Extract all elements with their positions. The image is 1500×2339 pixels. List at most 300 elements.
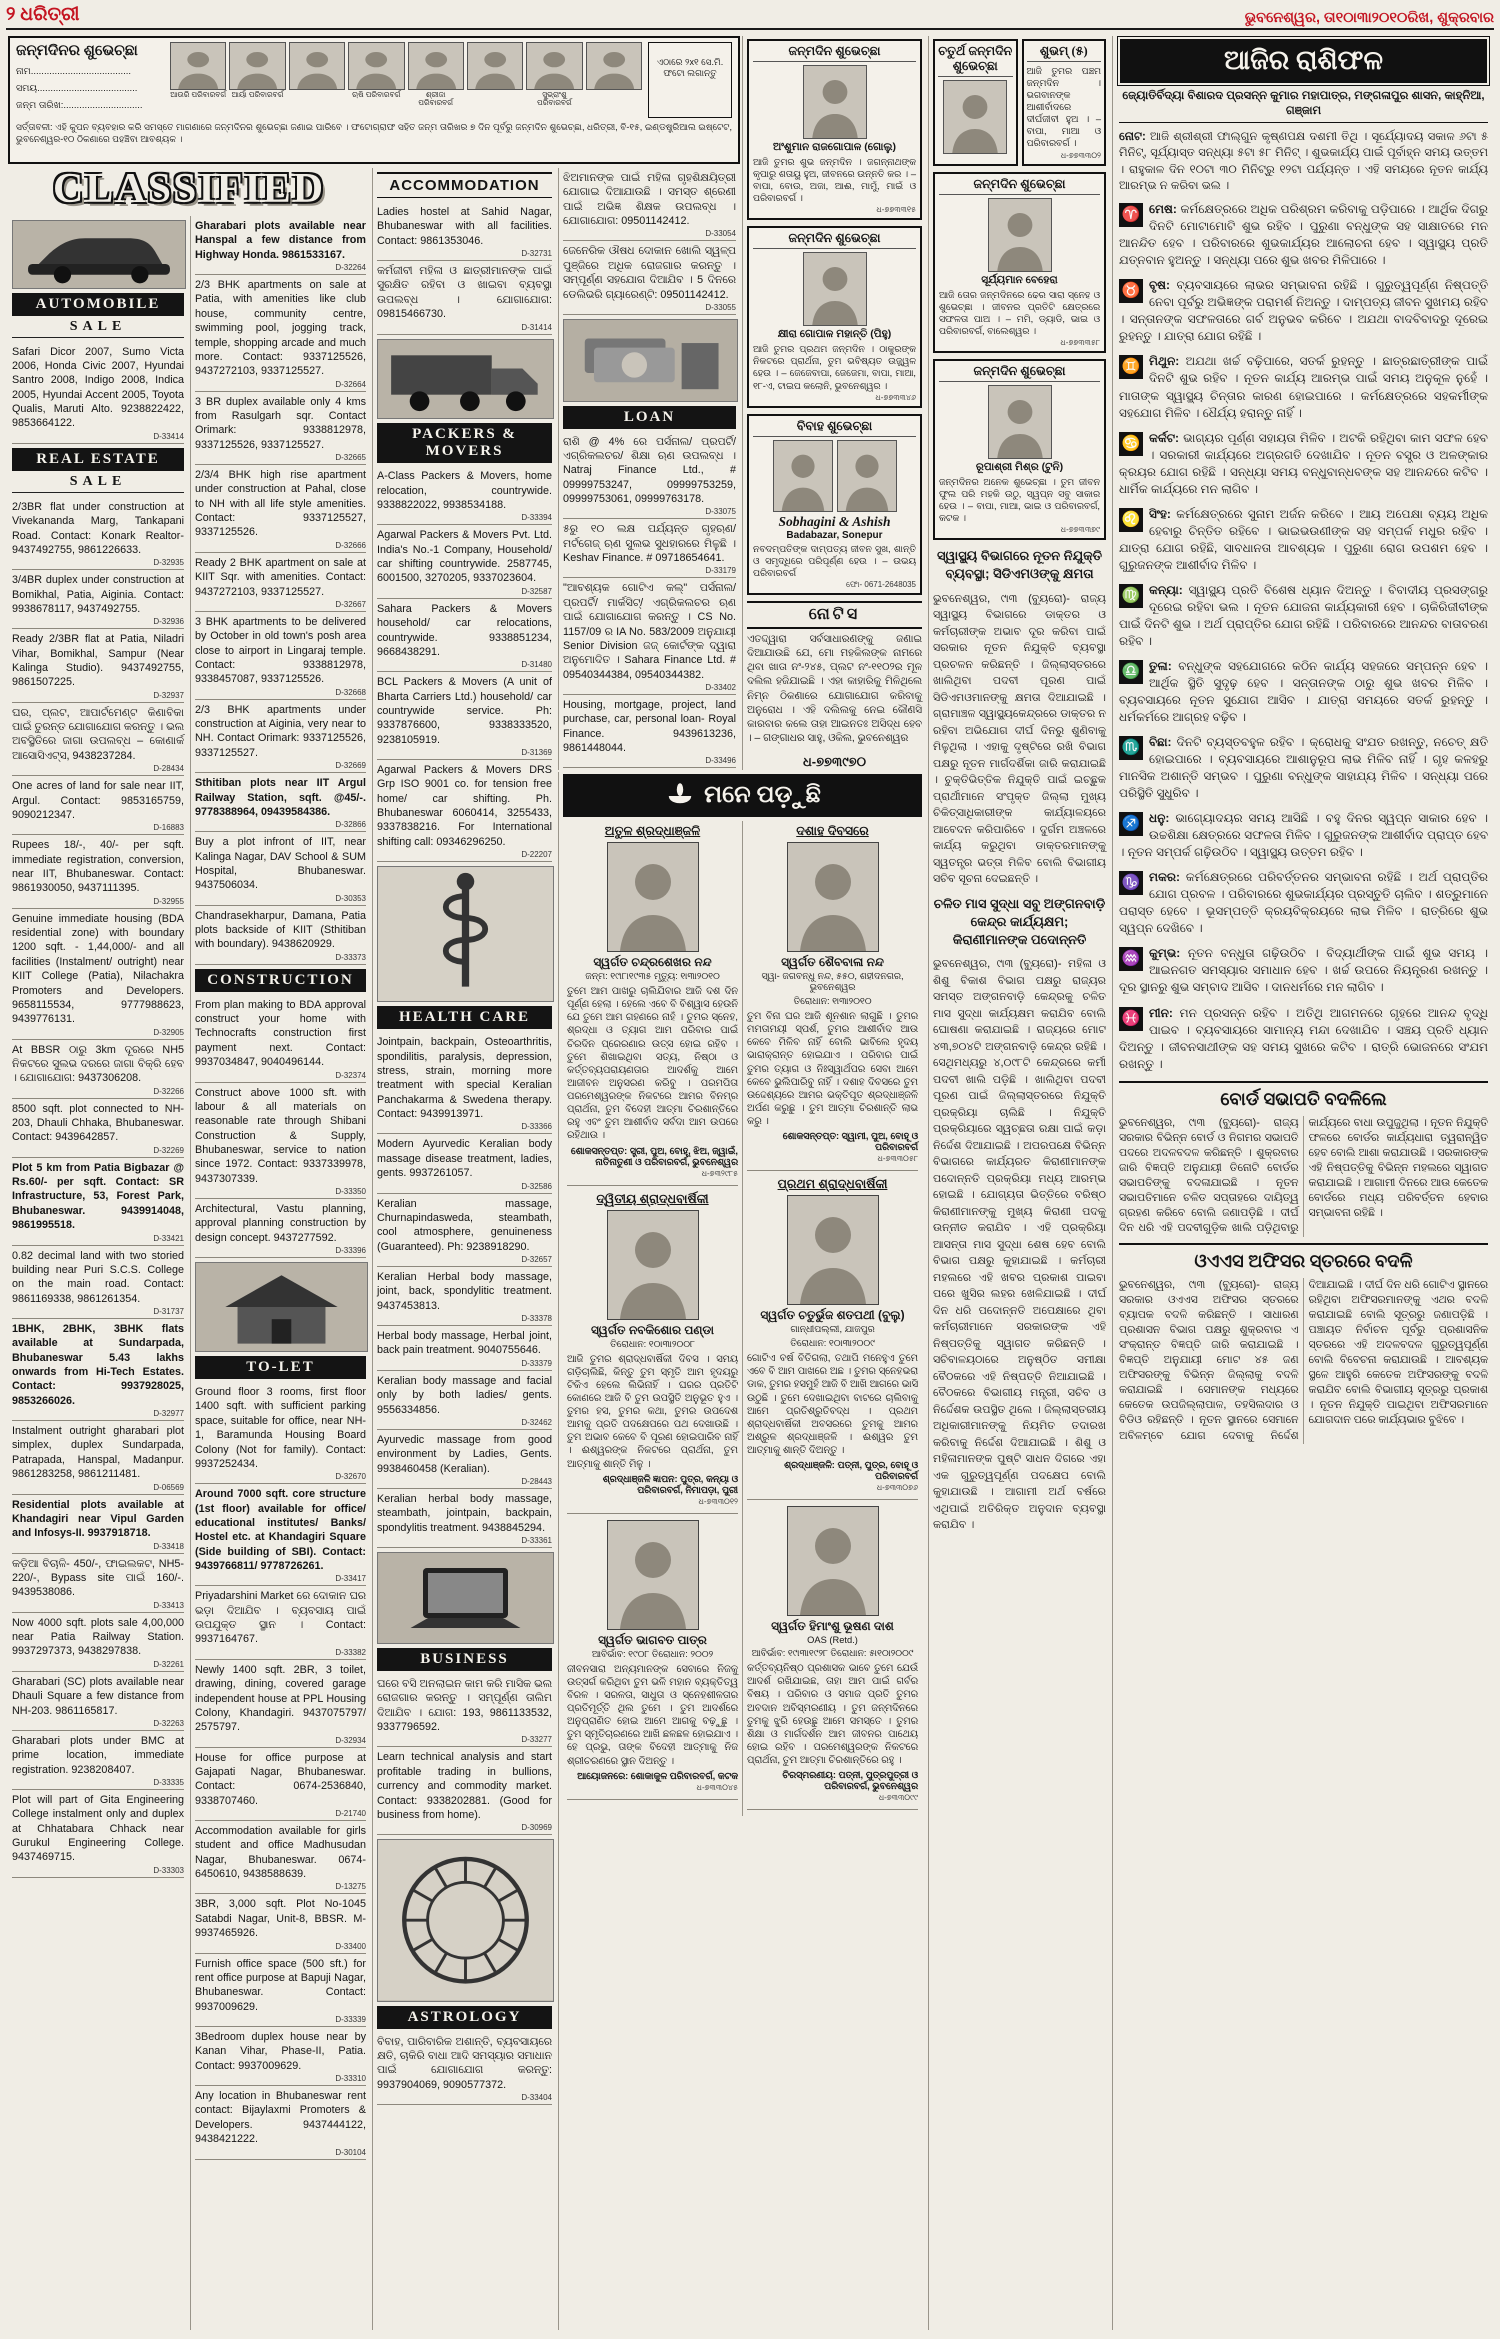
birthday-child-photo: [988, 198, 1052, 272]
deceased-name: ସ୍ୱର୍ଗତ ଶୈବବାଳା ନନ୍ଦ: [781, 955, 884, 969]
classified-ad: [195, 1821, 366, 1894]
greeting-box-right: [1022, 39, 1107, 166]
mourners-line: ଆୟୋଜନରେ: ଶୋକାକୁଳ ପରିବାରବର୍ଗ, କଟକ: [577, 1770, 738, 1781]
ad-text: Around 7000 sqft. core structure (1st floor) available for office/ educational institutes/ Banks/ Hostel etc. at Khandagiri Square (Side building of SBI). Contact: 9439766811/ 9778726261.: [195, 1488, 366, 1573]
ad-id: D-32462: [521, 1417, 552, 1427]
masthead: [6, 4, 1494, 30]
ad-id: D-32266: [153, 1086, 184, 1096]
birthday-child-name: କ୍ଷୀରା ଗୋପାଳ ମହାନ୍ତି (ପିହୁ): [777, 328, 892, 341]
zodiac-icon: ♏: [1119, 736, 1143, 760]
ad-text: 2/3BR flat under construction at Vivekananda Marg, Tankapani Road. Contact: Konark Realtor- 9437492755, 9861226633.: [12, 500, 184, 556]
kid-photo: [229, 42, 285, 90]
zodiac-name: ବିଛା:: [1149, 735, 1177, 750]
deceased-name: ସ୍ୱର୍ଗତ ଭାଗବତ ପାତ୍ର: [598, 1632, 707, 1647]
ad-text: Genuine immediate housing (BDA residential zone) with boundary 1200 sqft. - 1,44,000/- and all facilities (Instalment/ outright) near KIIT College (Patia), Nilachakra Promoters and Developers. 9658115534, 9777988623, 9439776131.: [12, 912, 184, 1026]
greeting-title: ଜନ୍ମଦିନ ଶୁଭେଚ୍ଛା: [939, 177, 1100, 195]
classified-ad: [195, 1894, 366, 1953]
notice-heading: ନୋଟିସ: [747, 601, 922, 629]
zodiac-entry: ♊ ମିଥୁନ: ଅଯଥା ଖର୍ଚ୍ଚ ବଢ଼ିପାରେ, ସତର୍କ ରୁହନ୍ତୁ । ଛାତ୍ରଛାତ୍ରୀଙ୍କ ପାଇଁ ଦିନଟି ଶୁଭ ରହିବ । ନୂତନ କାର୍ଯ୍ୟ ଆରମ୍ଭ ପାଇଁ ସମୟ ଅନୁକୂଳ ନୁହେଁ । ମାତାଙ୍କ ସ୍ୱାସ୍ଥ୍ୟ ଚିନ୍ତାର କାରଣ ହୋଇପାରେ । କର୍ମକ୍ଷେତ୍ରରେ ସହକର୍ମୀଙ୍କ ସହଯୋଗ ମିଳିବ । ଧୈର୍ଯ୍ୟ ହରାନ୍ତୁ ନାହିଁ ।: [1119, 354, 1488, 420]
mourners-line: ଚିରସ୍ମରଣୀୟ: ପତ୍ନୀ, ପୁତ୍ରପୁତ୍ରୀ ଓ ପରିବାରବର୍ଗ, ଭୁବନେଶ୍ୱର: [782, 1770, 918, 1792]
ad-id: D-33339: [335, 2015, 366, 2024]
ad-id: D-32977: [153, 1409, 184, 1419]
birthday-child-photo: [943, 80, 1007, 154]
greeting-message: ଆଜି ତୁମର ପ୍ରଥମ ଜନ୍ମଦିନ । ଠାକୁରଙ୍କ ନିକଟରେ ପ୍ରାର୍ଥନା, ତୁମ ଭବିଷ୍ୟତ ଉଜ୍ଜ୍ୱଳ ହେଉ । – ଜେଜେବାପା, ଜେଜେମା, ବାପା, ମାଆ, ୧୮-ଏ, ଟାଇପ କଲୋନି, ଭୁବନେଶ୍ୱର ।: [753, 344, 916, 391]
classified-ad: [195, 216, 366, 275]
news-headline: ଓଏଏସ ଅଫିସର ସ୍ତରରେ ବଦଳି: [1119, 1243, 1488, 1275]
section-block: [377, 866, 552, 1029]
classified-column-3: [372, 168, 556, 2330]
zodiac-name: କର୍କଟ:: [1149, 430, 1184, 445]
ad-id: D-32263: [153, 1718, 184, 1728]
classified-ad: [12, 1790, 184, 1878]
zodiac-entry: ♑ ମକର: କର୍ମକ୍ଷେତ୍ରରେ ପରିବର୍ତ୍ତନର ସମ୍ଭାବନା ରହିଛି । ଅର୍ଥ ପ୍ରାପ୍ତିର ଯୋଗ ପ୍ରବଳ । ପରିବାରରେ ଶୁଭକାର୍ଯ୍ୟର ପ୍ରସ୍ତୁତି ଚାଲିବ । ଶତ୍ରୁମାନେ ପରାସ୍ତ ହେବେ । ଭୂସମ୍ପତ୍ତି କ୍ରୟବିକ୍ରୟରେ ଲାଭ ମିଳିବ । ରାତ୍ରିରେ ଶୁଭ ସ୍ୱପ୍ନ ଦେଖିବେ ।: [1119, 870, 1488, 936]
coupon-kid-cell: [408, 42, 464, 118]
zodiac-name: ବୃଷ:: [1149, 278, 1177, 293]
ad-id: D-33379: [521, 1358, 552, 1368]
wedding-greeting-box: [747, 414, 922, 595]
greeting-message: ଆଜି ତୋର ଜନ୍ମଦିନରେ ଢେର ସାରା ସ୍ନେହ ଓ ଶୁଭେଚ୍ଛା । ଜୀବନର ପ୍ରତିଟି କ୍ଷେତ୍ରରେ ସଫଳତା ପାଅ । – ମମି, ଡ୍ୟାଡି, ଭାଇ ଓ ପରିବାରବର୍ଗ, ବାଲେଶ୍ୱର ।: [939, 289, 1100, 336]
zodiac-entry: ♏ ବିଛା: ଦିନଟି ବ୍ୟସ୍ତବହୁଳ ରହିବ । କ୍ରୋଧକୁ ସଂଯତ ରଖନ୍ତୁ, ନଚେତ୍ କ୍ଷତି ହୋଇପାରେ । ବ୍ୟବସାୟରେ ଆଶାନୁରୂପ ଲାଭ ମିଳିବ ନାହିଁ । ଗୃହ କଳହରୁ ମାନସିକ ଅଶାନ୍ତି ସମ୍ଭବ । ପୁରୁଣା ବନ୍ଧୁଙ୍କ ସାହାଯ୍ୟ ମିଳିବ । ସନ୍ଧ୍ୟା ପରେ ପରିସ୍ଥିତି ସୁଧୁରିବ ।: [1119, 735, 1489, 801]
tribute-text: ତୁମ ବିନା ଘର ଆଜି ଶୂନଶାନ ଲାଗୁଛି । ତୁମର ମମତାମୟୀ ସ୍ପର୍ଶ, ତୁମର ଆଶୀର୍ବାଦ ଆଉ କେବେ ମିଳିବ ନାହିଁ ବୋଲି ଭାବିଲେ ହୃଦୟ ଭାରାକ୍ରାନ୍ତ ହୋଇଯାଏ । ପରିବାର ପାଇଁ ତୁମର ତ୍ୟାଗ ଓ ନିଃସ୍ୱାର୍ଥପର ସେବା ଆମେ କେବେ ଭୁଲିପାରିବୁ ନାହିଁ । ଦଶାହ ଦିବସରେ ତୁମ ଉଦ୍ଦେଶ୍ୟରେ ଆମର ଭକ୍ତିପୂତ ଶ୍ରଦ୍ଧାଞ୍ଜଳି ଅର୍ପଣ କରୁଛୁ । ତୁମ ଆତ୍ମା ଚିରଶାନ୍ତି ଲାଭ କରୁ ।: [747, 1011, 918, 1127]
ad-text: କଡ଼ିଆ ବିଚାଳି- 450/-, ଫାଇଲକଟ, NH5- 220/-, Bypass site ପାଇଁ 160/-. 9439538086.: [12, 1557, 184, 1599]
coupon-kid-cell: [467, 42, 523, 118]
coupon-title: ଜନ୍ମଦିନର ଶୁଭେଚ୍ଛା: [16, 43, 138, 59]
obituary-entry: [747, 824, 918, 1171]
coupon-time-field: ସମୟ......................................: [16, 83, 138, 94]
ad-text: Modern Ayurvedic Keralian body massage disease treatment, ladies, gents. 9937261057.: [377, 1138, 552, 1180]
ad-text: Keralian massage, Churnapindasweda, steambath, cool atmosphere, genuineness (Guaranteed). Ph: 9238918290.: [377, 1197, 552, 1253]
classified-ad: [12, 1495, 184, 1554]
section-banner: ASTROLOGY: [377, 2006, 552, 2029]
zodiac-entry: ♌ ସିଂହ: କର୍ମକ୍ଷେତ୍ରରେ ସୁନାମ ଅର୍ଜନ କରିବେ । ଆୟ ଅପେକ୍ଷା ବ୍ୟୟ ଅଧିକ ହେବାରୁ ଚିନ୍ତିତ ରହିବେ । ଭାଇଭଉଣୀଙ୍କ ସହ ସମ୍ପର୍କ ମଧୁର ରହିବ । ଯାତ୍ରା ଯୋଗ ରହିଛି, ସାବଧାନତା ଆବଶ୍ୟକ । ପୁରୁଣା ରୋଗ ଉପଶମ ହେବ । ଗୁରୁଜନଙ୍କ ଆଶୀର୍ବାଦ ମିଳିବ ।: [1119, 506, 1489, 572]
classified-ad: [377, 202, 552, 261]
classified-ad: [12, 1099, 184, 1158]
ad-id: D-33404: [521, 2093, 552, 2103]
kid-family-label: ଋଷି ପରିବାରବର୍ଗ: [352, 90, 401, 99]
classified-ad: [12, 1158, 184, 1246]
ad-text: Priyadarshini Market ରେ ଦୋକାନ ଘର ଭଡ଼ା ଦିଆଯିବ । ବ୍ୟବସାୟ ପାଇଁ ଉପଯୁକ୍ତ ସ୍ଥାନ । Contact: 9937164767.: [195, 1590, 366, 1646]
ad-id: D-32936: [153, 617, 184, 627]
classified-ad: [12, 1246, 184, 1319]
classified-ad: [195, 392, 366, 465]
ad-id: D-28434: [153, 764, 184, 774]
ad-id: D-32866: [335, 820, 366, 830]
ad-id: D-06569: [153, 1482, 184, 1492]
obituary-entry: [747, 1177, 918, 1500]
news-body: ଭୁବନେଶ୍ୱର, ୯ା୩ (ବ୍ୟୁରୋ)- ରାଜ୍ୟ ସରକାର ଓଏଏସ ଅଫିସର ସ୍ତରରେ ବ୍ୟାପକ ବଦଳି କରିଛନ୍ତି । ସାଧାରଣ ପ୍ରଶାସନ ବିଭାଗ ପକ୍ଷରୁ ଶୁକ୍ରବାର ଏ ସଂକ୍ରାନ୍ତ ବିଜ୍ଞପ୍ତି ଜାରି କରାଯାଇଛି । ବିଜ୍ଞପ୍ତି ଅନୁଯାୟୀ ମୋଟ ୪୫ ଜଣ ଅଫିସରଙ୍କୁ ବିଭିନ୍ନ ଜିଲ୍ଲାକୁ ବଦଳି କରାଯାଇଛି । ସେମାନଙ୍କ ମଧ୍ୟରେ କେତେକ ଉପଜିଲ୍ଲାପାଳ, ତହସିଲଦାର ଓ ବିଡିଓ ରହିଛନ୍ତି । ନୂତନ ସ୍ଥାନରେ ସେମାନେ ଅବିଳମ୍ବେ ଯୋଗ ଦେବାକୁ ନିର୍ଦ୍ଦେଶ ଦିଆଯାଇଛି । ଦୀର୍ଘ ଦିନ ଧରି ଗୋଟିଏ ସ୍ଥାନରେ ରହିଥିବା ଅଫିସରମାନଙ୍କୁ ଏଥର ବଦଳି କରାଯାଇଛି ବୋଲି ସୂତ୍ରରୁ ଜଣାପଡ଼ିଛି । ପଞ୍ଚାୟତ ନିର୍ବାଚନ ପୂର୍ବରୁ ପ୍ରଶାସନିକ ସ୍ତରରେ ଏହି ଅଦଳବଦଳ ଗୁରୁତ୍ୱପୂର୍ଣ୍ଣ ବୋଲି ବିବେଚନା କରାଯାଉଛି । ଆବଶ୍ୟକ ସ୍ଥଳେ ଆହୁରି କେତେକ ଅଫିସରଙ୍କୁ ବଦଳି କରାଯିବ ବୋଲି ବିଭାଗୀୟ ସୂତ୍ରରୁ ପ୍ରକାଶ । ନୂତନ ନିଯୁକ୍ତି ପାଇଥିବା ଅଫିସରମାନେ ଯୋଗଦାନ ପରେ କାର୍ଯ୍ୟଭାର ବୁଝିବେ ।: [1119, 1278, 1488, 1442]
money-photo: [563, 319, 738, 402]
classified-ad: [563, 432, 736, 520]
greeting-id: ଧ-୭୩୩୦୧୨: [698, 1496, 738, 1506]
birthday-child-name: ସୂର୍ଯ୍ୟମାନ ବେହେରା: [981, 273, 1058, 286]
mourners-line: ଶୋକସନ୍ତପ୍ତ: ସ୍ୱାମୀ, ପୁଅ, ବୋହୂ ଓ ପରିବାରବର୍ଗ: [782, 1131, 918, 1153]
ad-id: D-33277: [521, 1735, 552, 1745]
zodiac-photo: [377, 1839, 554, 2001]
ad-id: D-31369: [521, 748, 552, 758]
birthday-greeting-box: [933, 172, 1106, 353]
greeting-id: ଧ-୭୩୩୦୯୯: [878, 1793, 918, 1803]
tribute-text: ତୁମେ ଆମ ପାଖରୁ ଚାଲିଯିବାର ଆଜି ଦଶ ଦିନ ପୂର୍ଣ୍ଣ ହେଲା । ହେଲେ ଏବେ ବି ବିଶ୍ୱାସ ହେଉନି ଯେ ତୁମେ ଆମ ଗହଣରେ ନାହଁ । ତୁମର ସ୍ନେହ, ଶ୍ରଦ୍ଧା ଓ ତ୍ୟାଗ ଆମ ପରିବାର ପାଇଁ ଚିରଦିନ ପ୍ରେରଣାର ଉତ୍ସ ହୋଇ ରହିବ । ତୁମେ ଶିଖାଇଥିବା ସତ୍ୟ, ନିଷ୍ଠା ଓ କର୍ତ୍ତବ୍ୟପରାୟଣତାର ଆଦର୍ଶକୁ ଆମେ ଆଜୀବନ ଅନୁସରଣ କରିବୁ । ପରମପିତା ପରମେଶ୍ୱରଙ୍କ ନିକଟରେ ଆମର ବିନମ୍ର ପ୍ରାର୍ଥନା, ତୁମ ବିଦେହୀ ଆତ୍ମା ଚିରଶାନ୍ତିରେ ରହୁ ଏବଂ ତୁମ ଆଶୀର୍ବାଦ ସର୍ବଦା ଆମ ଉପରେ ରହିଥାଉ ।: [567, 986, 738, 1142]
ad-id: D-33418: [153, 1541, 184, 1551]
coupon-kid-cell: [348, 42, 404, 118]
deceased-name: ସ୍ୱର୍ଗତ ଚତୁର୍ଭୁଜ ଶତପଥୀ (ବୁଲୁ): [760, 1308, 905, 1323]
classified-column-4: [558, 168, 740, 770]
ad-id: D-33361: [521, 1536, 552, 1546]
ad-id: D-13275: [335, 1882, 366, 1892]
couple-names: Sobhagini & Ashish: [778, 513, 891, 529]
ad-id: D-33303: [153, 1865, 184, 1875]
zodiac-entry: ♉ ବୃଷ: ବ୍ୟବସାୟରେ ଲାଭର ସମ୍ଭାବନା ରହିଛି । ଗୁରୁତ୍ୱପୂର୍ଣ୍ଣ ନିଷ୍ପତ୍ତି ନେବା ପୂର୍ବରୁ ଅଭିଜ୍ଞଙ୍କ ପରାମର୍ଶ ନିଅନ୍ତୁ । ଦାମ୍ପତ୍ୟ ଜୀବନ ସୁଖମୟ ରହିବ । ସନ୍ତାନଙ୍କ ସଫଳତାରେ ଗର୍ବ ଅନୁଭବ କରିବେ । ଅଯଥା ବାଦବିବାଦରୁ ଦୂରେଇ ରୁହନ୍ତୁ । ଯାତ୍ରା ଯୋଗ ରହିଛି ।: [1119, 278, 1488, 344]
zodiac-name: ସିଂହ:: [1149, 506, 1177, 521]
classified-ad: [12, 703, 184, 776]
kid-family-label: ସୁଭ୍ରାଂଶୁ ପରିବାରବର୍ଗ: [537, 90, 572, 108]
twin-greeting-boxes: [933, 39, 1106, 166]
zodiac-name: କୁମ୍ଭ:: [1149, 946, 1188, 961]
classified-ad: [563, 168, 736, 241]
groom-photo: [837, 440, 897, 512]
classified-ad: [377, 1326, 552, 1371]
ad-id: D-32905: [153, 1027, 184, 1037]
ad-id: D-32670: [335, 1472, 366, 1482]
ad-id: D-30969: [521, 1823, 552, 1833]
zodiac-name: ମକର:: [1149, 870, 1186, 885]
section-block: [195, 1262, 366, 1379]
ad-text: One acres of land for sale near IIT, Argul. Contact: 9853165759, 9090212347.: [12, 780, 184, 821]
remembrance-title: ମନେ ପଡ଼ୁଛି: [704, 782, 821, 808]
remembrance-column: [742, 821, 922, 1816]
ad-id: D-32668: [335, 687, 366, 697]
ad-text: Ladies hostel at Sahid Nagar, Bhubaneswar with all facilities. Contact: 9861353046.: [377, 206, 552, 247]
section-banner: CONSTRUCTION: [195, 969, 366, 992]
ad-id: D-33310: [335, 2074, 366, 2084]
classified-ad: [195, 700, 366, 773]
birthday-greeting-box: [747, 39, 922, 220]
classified-ad: [12, 776, 184, 835]
classified-ad: [12, 629, 184, 702]
ad-id: D-33496: [705, 756, 736, 766]
classified-logo: [8, 166, 370, 212]
ad-text: Gharabari plots under BMC at prime location, immediate registration. 9238208407.: [12, 1734, 184, 1776]
greeting-id: ଧ-୭୩୨୯୮୫: [701, 1168, 738, 1178]
ad-text: 2/3/4 BHK high rise apartment under construction at Pahal, close to NH with all life style amenities. Contact: 9337125527, 9337125526.: [195, 469, 366, 539]
classified-ad: [12, 1040, 184, 1099]
classified-ad: [195, 1484, 366, 1586]
ad-text: ଘରେ ବସି ଅନଲାଇନ କାମ କରି ମାସିକ ଭଲ ରୋଜଗାର କରନ୍ତୁ । ସମ୍ପୂର୍ଣ୍ଣ ତାଲିମ ଦିଆଯିବ । ଯୋଗ: 193, 9861133532, 9337796592.: [377, 1678, 552, 1734]
zodiac-entry: ♐ ଧନୁ: ଭାଗ୍ୟୋଦୟର ସମୟ ଆସିଛି । ବହୁ ଦିନର ସ୍ୱପ୍ନ ସାକାର ହେବ । ଉଚ୍ଚଶିକ୍ଷା କ୍ଷେତ୍ରରେ ସଫଳତା ମିଳିବ । ଗୁରୁଜନଙ୍କ ଆଶୀର୍ବାଦ ପ୍ରାପ୍ତ ହେବ । ନୂତନ ସମ୍ପର୍କ ଗଢ଼ିଉଠିବ । ସ୍ୱାସ୍ଥ୍ୟ ଉତ୍ତମ ରହିବ ।: [1119, 811, 1488, 860]
classified-ad: [195, 553, 366, 612]
ad-id: D-32667: [335, 599, 366, 609]
zodiac-icon: ♐: [1119, 812, 1143, 836]
ad-text: Housing, mortgage, project, land purchase, car, personal loan- Royal Finance. 9439613236, 9861448044.: [563, 698, 736, 755]
mourners-line: ଶ୍ରଦ୍ଧାଞ୍ଜଳି: ପତ୍ନୀ, ପୁତ୍ର, ବୋହୂ ଓ ପରିବାରବର୍ଗ: [784, 1460, 918, 1482]
caduceus-photo: [377, 866, 554, 1002]
ad-id: D-33378: [521, 1314, 552, 1324]
kid-photo: [348, 42, 404, 90]
ad-text: 3BR, 3,000 sqft. Plot No-1045 Satabdi Nagar, Unit-8, BBSR. M-9937465926.: [195, 1898, 366, 1940]
ad-text: Construct above 1000 sft. with labour & all materials on reasonable rate through Shibani Construction & Supply, Bhubaneswar, service to nation since 1972. Contact: 9337339978, 9437307339.: [195, 1086, 366, 1185]
ad-text: Keralian body massage and facial only by both ladies/ gents. 9556334856.: [377, 1374, 552, 1416]
ad-text: Plot 5 km from Patia Bigbazar @ Rs.60/- per sqft. Contact: SR Infrastructure, 53, Forest Park, Bhubaneswar. 9439914048, 9861995518.: [12, 1161, 184, 1232]
deceased-photo: [607, 1520, 699, 1630]
birthday-child-photo: [988, 385, 1052, 459]
deceased-dates: ଆବିର୍ଭାବ: ୧୯ା୩ା୧୯୨୮ ତିରୋଧାନ: ୫ା୧୦ା୨୦୦୯: [751, 1648, 914, 1659]
classified-ad: [563, 695, 736, 768]
section-block: [377, 1552, 552, 1671]
kid-photo: [170, 42, 226, 90]
ad-text: "ଆବଶ୍ୟକ ଗୋଟିଏ କଲ୍" ପର୍ସନାଲ/ ପ୍ରପର୍ଟି/ ମାର୍କସିଟ୍/ ଏଗ୍ରିକଲଚର ଋଣ ପାଇଁ ଯୋଗାଯୋଗ କରନ୍ତୁ । CS No. 1157/09 ର IA No. 583/2009 ଅନୁଯାୟୀ Senior Division ଜଜ୍ କୋର୍ଟଙ୍କ ଦ୍ୱାରା ଅନୁମୋଦିତ । Sahara Finance Ltd. # 09540344384, 09540344382.: [563, 582, 736, 681]
ad-id: D-30104: [335, 2147, 366, 2157]
ad-id: D-33400: [335, 1941, 366, 1951]
classified-ad: [377, 1489, 552, 1548]
ad-id: D-28443: [521, 1476, 552, 1486]
kid-family-label: ଆଉରି ପରିବାରବର୍ଗ: [170, 90, 227, 99]
zodiac-name: ମିଥୁନ:: [1149, 354, 1186, 369]
obituary-entry: [747, 1506, 918, 1810]
ad-text: At BBSR ଠାରୁ 3km ଦୂରରେ NH5 ନିକଟରେ ସୁଲଭ ଦରରେ ଜାଗା ବିକ୍ରି ହେବ । ଯୋଗାଯୋଗ: 9437306208.: [12, 1043, 184, 1085]
ad-text: Gharabari plots available near Hanspal a few distance from Highway Honda. 9861533167.: [195, 220, 366, 261]
ad-id: D-33402: [705, 682, 736, 692]
greeting-id: ଧ-୭୩୩୦୭୬: [876, 1483, 918, 1493]
ad-text: ରାଶି @ 4% ରେ ପର୍ସନାଲ/ ପ୍ରପର୍ଟି/ ଏଗ୍ରିକଲଚର/ ଶିକ୍ଷା ଋଣ ଉପଲବ୍ଧ । Natraj Finance Ltd., # 09999753247, 09999753259, 09999753061, 09999763178.: [563, 435, 736, 506]
classified-ad: [563, 241, 736, 314]
ad-text: Agarwal Packers & Movers DRS Grp ISO 9001 co. for tension free home/ car shifting. Ph. Bhubaneswar 6060414, 3255433, 9337838216. For International shifting call: 09346296250.: [377, 764, 552, 848]
ad-id: D-33350: [335, 1187, 366, 1197]
deceased-photo: [607, 842, 699, 952]
deceased-subtitle: ସ୍ୱା- ଜଗବନ୍ଧୁ ନନ୍ଦ, ୫୫୦, ଶହୀଦନଗର, ଭୁବନେଶ୍ୱର: [761, 971, 904, 992]
kid-family-label: ଶ୍ରୀଜା ପରିବାରବର୍ଗ: [418, 90, 454, 108]
horoscope-title: ଆଜିର ରାଶିଫଳ: [1120, 39, 1487, 83]
classified-ad: [12, 570, 184, 629]
ad-id: D-33335: [153, 1777, 184, 1787]
zodiac-icon: ♒: [1119, 947, 1143, 971]
greeting-box-left: [933, 39, 1018, 166]
classified-ad: [195, 1586, 366, 1659]
horoscope-note-label: ନୋଟ:: [1119, 130, 1150, 143]
deceased-subtitle: ଗାନ୍ଧୀପଲ୍ଲୀ, ଯାଜପୁର: [790, 1324, 875, 1335]
coupon-fields: [16, 42, 164, 118]
greetings-column: [742, 36, 926, 770]
zodiac-entry: ♓ ମୀନ: ମନ ପ୍ରସନ୍ନ ରହିବ । ଅତିଥି ଆଗମନରେ ଗୃହରେ ଆନନ୍ଦ ବୃଦ୍ଧି ପାଇବ । ବ୍ୟବସାୟରେ ସାମାନ୍ୟ ମନ୍ଦା ଦେଖାଯିବ । ସଞ୍ଚୟ ପ୍ରତି ଧ୍ୟାନ ଦିଅନ୍ତୁ । ଜୀବନସାଥୀଙ୍କ ସହ ସମୟ ସୁଖରେ କଟିବ । ରାତ୍ରି ଭୋଜନରେ ସଂଯମ ରଖନ୍ତୁ ।: [1119, 1005, 1488, 1071]
classified-ad: [12, 1613, 184, 1672]
ad-id: D-32587: [521, 586, 552, 596]
zodiac-icon: ♌: [1119, 508, 1143, 532]
mourners-line: ଶୋକସନ୍ତପ୍ତ: ସ୍ତ୍ରୀ, ପୁଅ, ବୋହୂ, ଝିଅ, ଜ୍ୱାଇଁ, ନାତିନାତୁଣୀ ଓ ପରିବାରବର୍ଗ, ଭୁବନେଶ୍ୱର: [570, 1145, 738, 1167]
zodiac-icon: ♉: [1119, 279, 1143, 303]
ad-id: D-33413: [153, 1600, 184, 1610]
kid-family-label: ଆର୍ୟା ପରିବାରବର୍ଗ: [231, 90, 284, 99]
classified-ad: [195, 1954, 366, 2027]
article-subheadline: ସ୍ୱାସ୍ଥ୍ୟ ବିଭାଗରେ ନୂତନ ନିଯୁକ୍ତି ବ୍ୟବସ୍ଥା; ସିଡିଏମଓଙ୍କୁ କ୍ଷମତା: [936, 548, 1103, 582]
horoscope-column: [1112, 36, 1494, 2330]
masthead-page-number: ୨ ଧରିତ୍ରୀ: [6, 4, 80, 25]
ad-text: Sahara Packers & Movers household/ car relocations, countrywide. 9338851234, 9668438291.: [377, 602, 552, 658]
kid-photo: [467, 42, 523, 90]
section-heading: ACCOMMODATION: [377, 172, 552, 198]
classified-ad: [377, 672, 552, 760]
obituary-entry: [567, 1192, 738, 1514]
classified-ad: [195, 906, 366, 965]
section-banner: BUSINESS: [377, 1648, 552, 1671]
classified-ad: [195, 773, 366, 832]
astrologer-byline: ଜ୍ୟୋତିର୍ବିଦ୍ୟା ବିଶାରଦ ପ୍ରସନ୍ନ କୁମାର ମହାପାତ୍ର, ମଙ୍ଗଳାପୁର ଶାସନ, କାହ୍ନିଆ, ଗଞ୍ଜାମ: [1119, 89, 1488, 123]
remembrance-section: [558, 772, 926, 2330]
laptop-photo: [377, 1552, 554, 1644]
zodiac-name: ଧନୁ:: [1149, 811, 1176, 826]
classified-ad: [377, 261, 552, 334]
deceased-photo: [787, 842, 879, 952]
greeting-id: ଧ-୭୭୩୩୫୮: [1060, 337, 1100, 347]
classified-ad: [12, 1672, 184, 1731]
classified-ad: [195, 1748, 366, 1821]
ad-text: Sthitiban plots near IIT Argul Railway Station, sqft. @45/-. 9778388964, 09439584386.: [195, 777, 366, 818]
truck-photo: [377, 339, 554, 420]
greeting-title: ଜନ୍ମଦିନ ଶୁଭେଚ୍ଛା: [753, 231, 916, 249]
article-paragraph: ଭୁବନେଶ୍ୱର, ୯ା୩ (ବ୍ୟୁରୋ)- ରାଜ୍ୟ ସ୍ୱାସ୍ଥ୍ୟ ବିଭାଗରେ ଡାକ୍ତର ଓ କର୍ମଚାରୀଙ୍କ ଅଭାବ ଦୂର କରିବା ପାଇଁ ସରକାର ନୂତନ ନିଯୁକ୍ତି ବ୍ୟବସ୍ଥା ପ୍ରଚଳନ କରିଛନ୍ତି । ଜିଲ୍ଲାସ୍ତରରେ ଖାଲିଥିବା ପଦବୀ ପୂରଣ ପାଇଁ ସିଡିଏମଓମାନଙ୍କୁ କ୍ଷମତା ଦିଆଯାଇଛି । ଗ୍ରାମାଞ୍ଚଳ ସ୍ୱାସ୍ଥ୍ୟକେନ୍ଦ୍ରରେ ଡାକ୍ତର ନ ରହିବା ଅଭିଯୋଗ ଦୀର୍ଘ ଦିନରୁ ଶୁଣିବାକୁ ମିଳୁଥିଲା । ଏହାକୁ ଦୃଷ୍ଟିରେ ରଖି ବିଭାଗ ପକ୍ଷରୁ ନୂତନ ମାର୍ଗଦର୍ଶିକା ଜାରି କରାଯାଇଛି । ଚୁକ୍ତିଭିତ୍ତିକ ନିଯୁକ୍ତି ପାଇଁ ଇଚ୍ଛୁକ ପ୍ରାର୍ଥୀମାନେ ସଂପୃକ୍ତ ଜିଲ୍ଲା ମୁଖ୍ୟ ଚିକିତ୍ସାଧିକାରୀଙ୍କ କାର୍ଯ୍ୟାଳୟରେ ଆବେଦନ କରିପାରିବେ । ଦୁର୍ଗମ ଅଞ୍ଚଳରେ କାର୍ଯ୍ୟ କରୁଥିବା ଡାକ୍ତରମାନଙ୍କୁ ସ୍ୱତନ୍ତ୍ର ଭତ୍ତା ମିଳିବ ବୋଲି ବିଭାଗୀୟ ସଚିବ ସୂଚନା ଦେଇଛନ୍ତି ।: [933, 592, 1106, 886]
ad-text: From plan making to BDA approval construct your home with Technocrafts construction first payment next. Contact: 9937034847, 9040496144.: [195, 998, 366, 1069]
ad-text: 3Bedroom duplex house near by Kanan Vihar, Phase-II, Patia. Contact: 9937009629.: [195, 2031, 366, 2072]
birthday-child-name: ରୂପାଶ୍ରୀ ମିଶ୍ର (ଟୁନି): [975, 460, 1064, 473]
zodiac-entry: ♍ କନ୍ୟା: ସ୍ୱାସ୍ଥ୍ୟ ପ୍ରତି ବିଶେଷ ଧ୍ୟାନ ଦିଅନ୍ତୁ । ବିବାଦୀୟ ପ୍ରସଙ୍ଗରୁ ଦୂରେଇ ରହିବା ଭଲ । ନୂତନ ଯୋଜନା କାର୍ଯ୍ୟକାରୀ ହେବ । ଚାକିରିଜୀବୀଙ୍କ ପାଇଁ ଦିନଟି ଶୁଭ । ଅର୍ଥ ପ୍ରାପ୍ତିର ଯୋଗ ରହିଛି । ପରିବାରରେ ଆନନ୍ଦର ବାତାବରଣ ରହିବ ।: [1119, 582, 1488, 648]
ad-text: ୫ରୁ ୧୦ ଲକ୍ଷ ପର୍ଯ୍ୟନ୍ତ ଗୃହଋଣ/ ମର୍ଟଗେଜ୍ ଋଣ ସୁଲଭ ସୁଧହାରରେ ମିଳୁଛି । Keshav Finance. # 09718654641.: [563, 523, 736, 565]
ad-id: D-33373: [335, 952, 366, 962]
ad-id: D-33054: [705, 229, 736, 239]
obituary-entry: [567, 1520, 738, 1800]
greeting-id: ଧ-୭୩୩୦୫୮: [877, 1154, 918, 1164]
ad-text: Accommodation available for girls student and office Madhusudan Nagar, Bhubaneswar. 0674-6450610, 9438588639.: [195, 1825, 366, 1881]
tribute-text: କର୍ତ୍ତବ୍ୟନିଷ୍ଠ ପ୍ରଶାସକ ଭାବେ ତୁମେ ଯେଉଁ ଆଦର୍ଶ ରଖିଯାଇଛ, ତାହା ଆମ ପାଇଁ ଗର୍ବର ବିଷୟ । ପରିବାର ଓ ସମାଜ ପ୍ରତି ତୁମର ଅବଦାନ ଅବିସ୍ମରଣୀୟ । ତୁମ ଜନ୍ମଦିନରେ ତୁମକୁ ଝୁରି ହେଉଛୁ ଆମେ ସମସ୍ତେ । ତୁମର ଶିକ୍ଷା ଓ ମାର୍ଗଦର୍ଶନ ଆମ ଜୀବନର ପାଥେୟ ହୋଇ ରହିବ । ପରମେଶ୍ୱରଙ୍କ ନିକଟରେ ପ୍ରାର୍ଥନା, ତୁମ ଆତ୍ମା ଚିରଶାନ୍ତିରେ ରହୁ ।: [747, 1663, 918, 1766]
classified-ad: [12, 835, 184, 908]
greeting-message: ଜନ୍ମଦିନର ଅନେକ ଶୁଭେଚ୍ଛା । ତୁମ ଜୀବନ ଫୁଲ ପରି ମହକି ଉଠୁ, ସ୍ୱପ୍ନ ସବୁ ସାକାର ହେଉ । – ବାପା, ମାଆ, ଭାଇ ଓ ପରିବାରବର୍ଗ, କଟକ ।: [939, 476, 1100, 524]
classified-column-1: [8, 216, 188, 2330]
zodiac-icon: ♈: [1119, 203, 1143, 227]
ad-text: Now 4000 sqft. plots sale 4,00,000 near Patia Railway Station. 9937297373, 9438297838.: [12, 1616, 184, 1658]
coupon-kid-cell: [586, 42, 642, 118]
ad-text: House for office purpose at Gajapati Nagar, Bhubaneswar. Contact: 0674-2536840, 9338707460.: [195, 1751, 366, 1807]
ad-text: Safari Dicor 2007, Sumo Victa 2006, Honda Civic 2007, Hyundai Santro 2008, Indigo 2008, Indica 2005, Hyundai Accent 2005, Toyota Qualis, Maruti Alto. 9238822422, 9853664122.: [12, 345, 184, 430]
greeting-id: ଧ-୭୭୩୩୧୫: [876, 205, 916, 215]
remembrance-column: [563, 821, 742, 1816]
ad-id: D-32269: [153, 1145, 184, 1155]
remembrance-banner: [563, 774, 922, 817]
ad-text: Jointpain, backpain, Osteoarthritis, spondilitis, paralysis, depression, stress, strain, morning more treatment with special Keralian Panchakarma & Swedena therapy. Contact: 9439913971.: [377, 1036, 552, 1121]
classified-ad: [12, 1554, 184, 1613]
section-banner: TO-LET: [195, 1356, 366, 1379]
ad-id: D-21740: [335, 1809, 366, 1819]
article-paragraph: ଭୁବନେଶ୍ୱର, ୯ା୩ (ବ୍ୟୁରୋ)- ମହିଳା ଓ ଶିଶୁ ବିକାଶ ବିଭାଗ ପକ୍ଷରୁ ରାଜ୍ୟର ସମସ୍ତ ଅଙ୍ଗନବାଡ଼ି କେନ୍ଦ୍ରକୁ ଚଳିତ ମାସ ସୁଦ୍ଧା କାର୍ଯ୍ୟକ୍ଷମ କରାଯିବ ବୋଲି ଘୋଷଣା କରାଯାଇଛି । ରାଜ୍ୟରେ ମୋଟ ୪୩,୭୦୪ଟି ଅଙ୍ଗନବାଡ଼ି କେନ୍ଦ୍ର ରହିଛି । ସେଥିମଧ୍ୟରୁ ୪,୦୯୮ଟି କେନ୍ଦ୍ରରେ କର୍ମୀ ପଦବୀ ଖାଲି ପଡ଼ିଛି । ଖାଲିଥିବା ପଦବୀ ପୂରଣ ପାଇଁ ଜିଲ୍ଲାସ୍ତରରେ ନିଯୁକ୍ତି ପ୍ରକ୍ରିୟା ଚାଲିଛି । ନିଯୁକ୍ତି ପ୍ରକ୍ରିୟାରେ ସ୍ୱଚ୍ଛତା ରକ୍ଷା ପାଇଁ କଡ଼ା ନିର୍ଦ୍ଦେଶ ଦିଆଯାଇଛି । ଅପରପକ୍ଷେ ବିଭିନ୍ନ ବିଭାଗରେ କାର୍ଯ୍ୟରତ କିରାଣୀମାନଙ୍କ ପଦୋନ୍ନତି ପ୍ରକ୍ରିୟା ମଧ୍ୟ ଆରମ୍ଭ ହୋଇଛି । ଯୋଗ୍ୟତା ଭିତ୍ତିରେ ବରିଷ୍ଠ କିରାଣୀମାନଙ୍କୁ ମୁଖ୍ୟ କିରାଣୀ ପଦକୁ ଉନ୍ନୀତ କରାଯିବ । ଏହି ପ୍ରକ୍ରିୟା ଆସନ୍ତା ମାସ ସୁଦ୍ଧା ଶେଷ ହେବ ବୋଲି ବିଭାଗ ପକ୍ଷରୁ କୁହାଯାଇଛି । କର୍ମଚାରୀ ମହଲରେ ଏହି ଖବର ପ୍ରକାଶ ପାଇବା ପରେ ଖୁସିର ଲହର ଖେଳିଯାଇଛି । ଦୀର୍ଘ ଦିନ ଧରି ପଦୋନ୍ନତି ଅପେକ୍ଷାରେ ଥିବା କର୍ମଚାରୀମାନେ ସରକାରଙ୍କ ଏହି ନିଷ୍ପତ୍ତିକୁ ସ୍ୱାଗତ କରିଛନ୍ତି । ସଚିବାଳୟଠାରେ ଅନୁଷ୍ଠିତ ସମୀକ୍ଷା ବୈଠକରେ ଏହି ନିଷ୍ପତ୍ତି ନିଆଯାଇଛି । ବୈଠକରେ ବିଭାଗୀୟ ମନ୍ତ୍ରୀ, ସଚିବ ଓ ନିର୍ଦ୍ଦେଶକ ଉପସ୍ଥିତ ଥିଲେ । ଜିଲ୍ଲାସ୍ତରୀୟ ଅଧିକାରୀମାନଙ୍କୁ ନିୟମିତ ତଦାରଖ କରିବାକୁ ନିର୍ଦ୍ଦେଶ ଦିଆଯାଇଛି । ଶିଶୁ ଓ ମହିଳାମାନଙ୍କ ପୁଷ୍ଟି ସାଧନ ଦିଗରେ ଏହା ଏକ ଗୁରୁତ୍ୱପୂର୍ଣ୍ଣ ପଦକ୍ଷେପ ବୋଲି କୁହାଯାଉଛି । ଆଗାମୀ ଅର୍ଥ ବର୍ଷରେ ଏଥିପାଇଁ ଅତିରିକ୍ତ ଅନୁଦାନ ବ୍ୟବସ୍ଥା କରାଯିବ ।: [933, 958, 1106, 1532]
deceased-subtitle: OAS (Retd.): [807, 1635, 858, 1646]
horoscope-note: ନୋଟ: ଆଜି ଶ୍ରୀଶ୍ରୀ ଫାଲ୍ଗୁନ କୃଷ୍ଣପକ୍ଷ ଦଶମୀ ତିଥି । ସୂର୍ଯ୍ୟୋଦୟ ସକାଳ ୬ଟା ୫ ମିନିଟ୍, ସୂର୍ଯ୍ୟାସ୍ତ ସନ୍ଧ୍ୟା ୫ଟା ୫୮ ମିନିଟ୍ । ଶୁଭକାର୍ଯ୍ୟ ପାଇଁ ପୂର୍ବାହ୍ନ ସମୟ ଉତ୍ତମ । ରାହୁକାଳ ଦିନ ୧୦ଟା ୩୦ ମିନିଟ୍‌ରୁ ୧୨ଟା ପର୍ଯ୍ୟନ୍ତ । ଏହି ସମୟରେ ନୂତନ କାର୍ଯ୍ୟ ଆରମ୍ଭ ନ କରିବା ଭଲ ।: [1119, 130, 1488, 192]
ad-id: D-33179: [705, 566, 736, 576]
ad-id: D-22207: [521, 850, 552, 860]
zodiac-icon: ♑: [1119, 871, 1143, 895]
ad-text: 3 BR duplex available only 4 kms from Rasulgarh sqr. Contact Orimark: 9338812978, 9337125526, 9337125527.: [195, 395, 366, 451]
classified-ad: [377, 760, 552, 862]
obituary-occasion: ପ୍ରଥମ ଶ୍ରାଦ୍ଧବାର୍ଷିକୀ: [777, 1177, 888, 1192]
section-banner: AUTOMOBILE: [12, 293, 184, 316]
zodiac-entry: ♒ କୁମ୍ଭ: ନୂତନ ବନ୍ଧୁତା ଗଢ଼ିଉଠିବ । ବିଦ୍ୟାର୍ଥୀଙ୍କ ପାଇଁ ଶୁଭ ସମୟ । ଆଇନଗତ ସମସ୍ୟାର ସମାଧାନ ହେବ । ଖର୍ଚ୍ଚ ଉପରେ ନିୟନ୍ତ୍ରଣ ରଖନ୍ତୁ । ଦୂର ସ୍ଥାନରୁ ଶୁଭ ସମ୍ବାଦ ଆସିବ । ଦାନଧର୍ମରେ ମନ ଲାଗିବ ।: [1119, 946, 1488, 995]
ad-id: D-33382: [335, 1647, 366, 1657]
classified-ad: [377, 1032, 552, 1134]
section-block: [377, 339, 552, 464]
ad-text: Residential plots available at Khandagiri near Vipul Garden and Infosys-II. 9937918718.: [12, 1498, 184, 1540]
house-photo: [195, 1262, 368, 1352]
deceased-name: ସ୍ୱର୍ଗତ ହିମାଂଶୁ ଭୂଷଣ ଦାଶ: [771, 1619, 894, 1634]
kid-photo: [289, 42, 345, 90]
classified-ad: [12, 342, 184, 444]
classified-ad: [377, 1674, 552, 1747]
classified-ad: [377, 525, 552, 598]
ad-text: Learn technical analysis and start profitable trading in bullions, currency and commodity market. Contact: 9338202881. (Good for business from home).: [377, 1751, 552, 1821]
classified-ad: [195, 995, 366, 1083]
deceased-photo: [787, 1506, 879, 1616]
ad-id: D-16883: [153, 823, 184, 833]
classified-ad: [195, 275, 366, 392]
kid-photo: [526, 42, 582, 90]
ad-id: D-31480: [521, 660, 552, 670]
masthead-dateline: ଭୁବନେଶ୍ୱର, ତା୧୦ା୩ା୨୦୧୦ରିଖ, ଶୁକ୍ରବାର: [1244, 10, 1494, 26]
deceased-dates: ତିରୋଧାନ: ୧ା୩ା୨୦୧୦: [793, 996, 872, 1006]
zodiac-name: ତୁଳା:: [1149, 658, 1179, 673]
ad-id: D-32657: [521, 1255, 552, 1264]
ad-id: D-32935: [153, 558, 184, 568]
ad-id: D-33394: [521, 513, 552, 523]
classified-ad: [377, 1371, 552, 1430]
ad-text: 2/3 BHK apartments under construction at Aiginia, very near to NH. Contact Orimark: 9337125526, 9337125527.: [195, 703, 366, 759]
ad-id: D-33055: [705, 302, 736, 312]
ad-text: ବିବାହ, ପାରିବାରିକ ଅଶାନ୍ତି, ବ୍ୟବସାୟରେ କ୍ଷତି, ଚାକିରି ବାଧା ଆଦି ସମସ୍ୟାର ସମାଧାନ ପାଇଁ ଯୋଗାଯୋଗ କରନ୍ତୁ: 9937904069, 9090577372.: [377, 2035, 552, 2091]
ad-id: D-32666: [335, 540, 366, 550]
zodiac-icon: ♋: [1119, 432, 1143, 456]
bride-photo: [773, 440, 833, 512]
classified-ad: [377, 599, 552, 672]
zodiac-entry: ♋ କର୍କଟ: ଭାଗ୍ୟର ପୂର୍ଣ୍ଣ ସହାୟତା ମିଳିବ । ଅଟକି ରହିଥିବା କାମ ସଫଳ ହେବ । ସରକାରୀ କାର୍ଯ୍ୟରେ ଅଗ୍ରଗତି ଦେଖାଯିବ । ନୂତନ ବସ୍ତ୍ର ଓ ଅଳଙ୍କାର କ୍ରୟର ଯୋଗ ରହିଛି । ସନ୍ଧ୍ୟା ସମୟ ବନ୍ଧୁବାନ୍ଧବଙ୍କ ସହ ଆନନ୍ଦରେ କଟିବ । ଧାର୍ମିକ କାର୍ଯ୍ୟରେ ମନ ଲାଗିବ ।: [1119, 430, 1488, 496]
ad-text: 2/3 BHK apartments on sale at Patia, with amenities like club house, community centre, swimming pool, jogging track, temple, shopping arcade and much more. Contact: 9337125526, 9437272103, 9337125527.: [195, 279, 366, 378]
ad-text: କର୍ମଜୀବୀ ମହିଳା ଓ ଛାତ୍ରୀମାନଙ୍କ ପାଇଁ ସୁରକ୍ଷିତ ରହିବା ଓ ଖାଇବା ବ୍ୟବସ୍ଥା ଉପଲବ୍ଧ । ଯୋଗାଯୋଗ: 09815466730.: [377, 265, 552, 321]
news-headline: ବୋର୍ଡ ସଭାପତି ବଦଳିଲେ: [1119, 1081, 1488, 1113]
kid-photo: [408, 42, 464, 90]
ad-text: Buy a plot infront of IIT, near Kalinga Nagar, DAV School & SUM Hospital, Bhubaneswar. 9437506034.: [195, 836, 366, 892]
deceased-dates: ତିରୋଧାନ: ୧୦ା୩ା୨୦୦୯: [790, 1338, 875, 1349]
zodiac-icon: ♓: [1119, 1007, 1143, 1031]
ad-text: 3 BHK apartments to be delivered by October in old town's posh area close to airport in Lingaraj temple. Contact: 9338812978, 9338457087, 9337125526.: [195, 615, 366, 686]
greeting-title: ଜନ୍ମଦିନ ଶୁଭେଚ୍ଛା: [939, 364, 1100, 382]
coupon-instructions: ସର୍ତ୍ତାବଳୀ: ଏହି କୁପନ ବ୍ୟବହାର କରି ସମସ୍ତେ ମାଗଣାରେ ଜନ୍ମଦିନର ଶୁଭେଚ୍ଛା ଜଣାଇ ପାରିବେ । ଫଟୋଗ୍ରାଫ ସହିତ ଜନ୍ମ ତାରିଖର ୭ ଦିନ ପୂର୍ବରୁ ଜନ୍ମଦିନ ଶୁଭେଚ୍ଛା, ଧରିତ୍ରୀ, ବି-୧୫, ଇଣ୍ଡଷ୍ଟ୍ରିଆଲ ଇଷ୍ଟେଟ, ଭୁବନେଶ୍ୱର-୧୦ ଠିକଣାରେ ପହଞ୍ଚିବା ଆବଶ୍ୟକ ।: [16, 122, 732, 144]
classified-ad: [12, 1731, 184, 1790]
deceased-dates: ଆବିର୍ଭାବ: ୧୯୦୮ ତିରୋଧାନ: ୨୦୦୨: [591, 1648, 714, 1659]
greeting-title: ଜନ୍ମଦିନ ଶୁଭେଚ୍ଛା: [753, 44, 916, 62]
classified-ad: [195, 465, 366, 553]
article-paragraph: ଏତଦ୍ଦ୍ୱାରା ସର୍ବସାଧାରଣଙ୍କୁ ଜଣାଇ ଦିଆଯାଉଛି ଯେ, ମୋ ମହକିଲଙ୍କ ନାମରେ ଥିବା ଖାତା ନଂ-୨୪୫, ପ୍ଲଟ ନଂ-୧୧୦୨ର ମୂଳ ଦଲିଲ ହଜିଯାଇଛି । ଏହା କାହାରିକୁ ମିଳିଥିଲେ ନିମ୍ନ ଠିକଣାରେ ଯୋଗାଯୋଗ କରିବାକୁ ଅନୁରୋଧ । ଏହି ଦଲିଲକୁ ନେଇ କୌଣସି କାରବାର କଲେ ତାହା ଆଇନତଃ ଅସିଦ୍ଧ ହେବ । – ଗଙ୍ଗାଧର ସାହୁ, ଓକିଲ, ଭୁବନେଶ୍ୱର: [747, 633, 922, 745]
ad-text: Furnish office space (500 sft.) for rent office purpose at Bapuji Nagar, Bhubaneswar. Contact: 9937009629.: [195, 1957, 366, 2013]
greeting-id: ଧ-୭୭୩୩୦୨: [1060, 150, 1101, 160]
birthday-greeting-box: [933, 359, 1106, 540]
section-block: [195, 969, 366, 992]
mourners-line: ଶ୍ରଦ୍ଧାଞ୍ଜଳି ଜ୍ଞାପନ: ପୁତ୍ର, କନ୍ୟା ଓ ପରିବାରବର୍ଗ, ନିମାପଡ଼ା, ପୁରୀ: [602, 1473, 738, 1495]
zodiac-icon: ♊: [1119, 355, 1143, 379]
subsection-heading: SALE: [12, 319, 184, 338]
ad-id: D-32955: [153, 896, 184, 906]
deceased-dates: ତିରୋଧାନ: ୧୦ା୩ା୨୦୦୮: [610, 1338, 695, 1349]
classified-ad: [12, 497, 184, 570]
birthday-child-photo: [803, 65, 867, 139]
birthday-greeting-box: [747, 226, 922, 407]
ad-text: BCL Packers & Movers (A unit of Bharta Carriers Ltd.) household/ car countrywide service. Ph: 9337876600, 9338333520, 9238105919.: [377, 676, 552, 746]
ad-text: ଘର, ପ୍ଲଟ, ଆପାର୍ଟମେଣ୍ଟ କିଣାବିକା ପାଇଁ ତୁରନ୍ତ ଯୋଗାଯୋଗ କରନ୍ତୁ । ଭଲ ଅବସ୍ଥିତିରେ ଜାଗା ଉପଲବ୍ଧ – କୋଣାର୍କ ଆସୋସିଏଟ୍ସ, 9438237284.: [12, 706, 184, 762]
ad-text: 1BHK, 2BHK, 3BHK flats available at Sundarpada, Bhubaneswar 5.43 lakhs onwards from Hi-Tech Estates. Contact: 9937928025, 9853266026.: [12, 1322, 184, 1407]
zodiac-icon: ♎: [1119, 660, 1143, 684]
ad-id: D-33366: [521, 1122, 552, 1132]
obituary-entry: [567, 824, 738, 1186]
